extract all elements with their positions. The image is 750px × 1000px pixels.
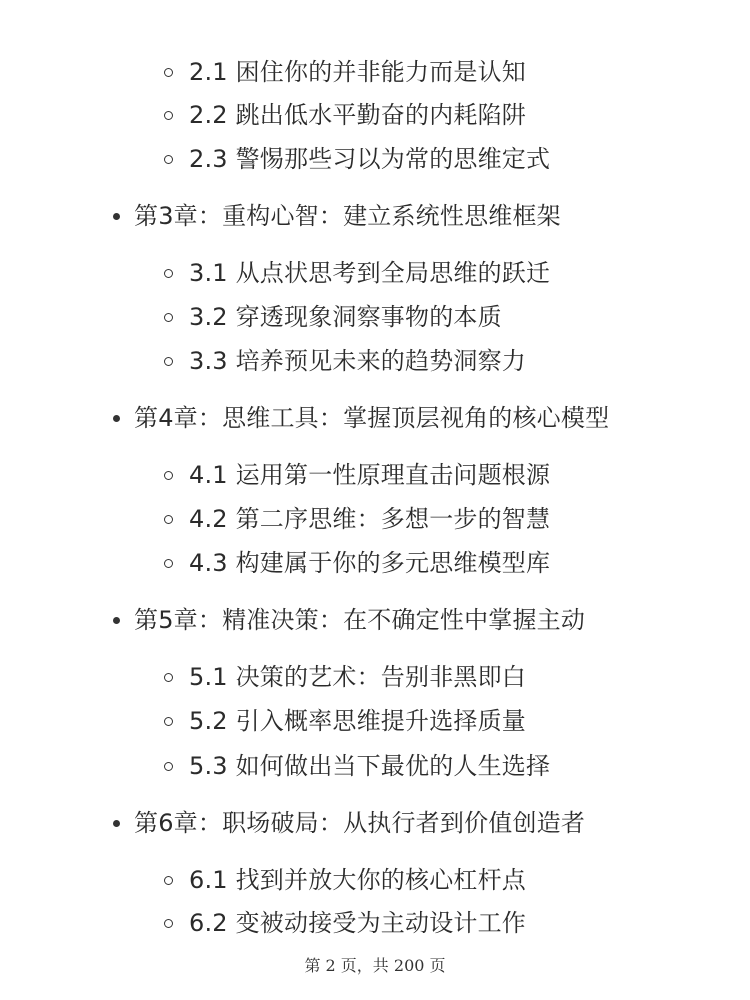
hollow-bullet-icon (164, 673, 173, 682)
hollow-bullet-icon (164, 155, 173, 164)
toc-section-item (164, 863, 526, 897)
toc-chapter-item (113, 199, 561, 233)
hollow-bullet-icon (164, 515, 173, 524)
toc-section-item (164, 458, 550, 492)
toc-section-label: 5.2 引入概率思维提升选择质量 (189, 707, 526, 735)
toc-section-item (164, 344, 526, 378)
toc-section-item (164, 660, 526, 694)
toc-section-label: 4.3 构建属于你的多元思维模型库 (189, 549, 551, 577)
toc-section-label: 3.3 培养预见未来的趋势洞察力 (189, 347, 526, 375)
toc-section-item (164, 300, 502, 334)
toc-section-item (164, 256, 550, 290)
toc-section-item (164, 98, 526, 132)
hollow-bullet-icon (164, 357, 173, 366)
toc-chapter-item (113, 806, 585, 840)
page-number-footer: 第 2 页，共 200 页 (304, 956, 446, 975)
toc-chapter-label: 第4章：思维工具：掌握顶层视角的核心模型 (134, 404, 610, 432)
toc-section-label: 5.3 如何做出当下最优的人生选择 (189, 752, 551, 780)
toc-section-label: 6.1 找到并放大你的核心杠杆点 (189, 866, 526, 894)
toc-section-item (164, 502, 550, 536)
toc-section-label: 6.2 变被动接受为主动设计工作 (189, 909, 526, 937)
filled-bullet-icon (113, 820, 120, 827)
hollow-bullet-icon (164, 919, 173, 928)
filled-bullet-icon (113, 415, 120, 422)
toc-section-item (164, 749, 550, 783)
hollow-bullet-icon (164, 68, 173, 77)
hollow-bullet-icon (164, 717, 173, 726)
hollow-bullet-icon (164, 313, 173, 322)
hollow-bullet-icon (164, 559, 173, 568)
toc-chapter-item (113, 401, 609, 435)
hollow-bullet-icon (164, 876, 173, 885)
hollow-bullet-icon (164, 269, 173, 278)
toc-section-label: 3.1 从点状思考到全局思维的跃迁 (189, 259, 551, 287)
toc-section-item (164, 906, 526, 940)
toc-section-label: 4.1 运用第一性原理直击问题根源 (189, 461, 551, 489)
toc-section-label: 4.2 第二序思维：多想一步的智慧 (189, 505, 551, 533)
filled-bullet-icon (113, 213, 120, 220)
toc-section-item (164, 142, 550, 176)
toc-chapter-item (113, 603, 585, 637)
hollow-bullet-icon (164, 111, 173, 120)
toc-chapter-label: 第6章：职场破局：从执行者到价值创造者 (134, 809, 586, 837)
filled-bullet-icon (113, 617, 120, 624)
toc-section-label: 2.2 跳出低水平勤奋的内耗陷阱 (189, 101, 526, 129)
toc-section-label: 2.3 警惕那些习以为常的思维定式 (189, 145, 551, 173)
toc-chapter-label: 第3章：重构心智：建立系统性思维框架 (134, 202, 561, 230)
hollow-bullet-icon (164, 762, 173, 771)
hollow-bullet-icon (164, 471, 173, 480)
toc-section-item (164, 546, 550, 580)
toc-section-label: 2.1 困住你的并非能力而是认知 (189, 58, 526, 86)
toc-section-item (164, 704, 526, 738)
toc-chapter-label: 第5章：精准决策：在不确定性中掌握主动 (134, 606, 586, 634)
toc-section-label: 3.2 穿透现象洞察事物的本质 (189, 303, 502, 331)
toc-section-item (164, 55, 526, 89)
toc-section-label: 5.1 决策的艺术：告别非黑即白 (189, 663, 526, 691)
